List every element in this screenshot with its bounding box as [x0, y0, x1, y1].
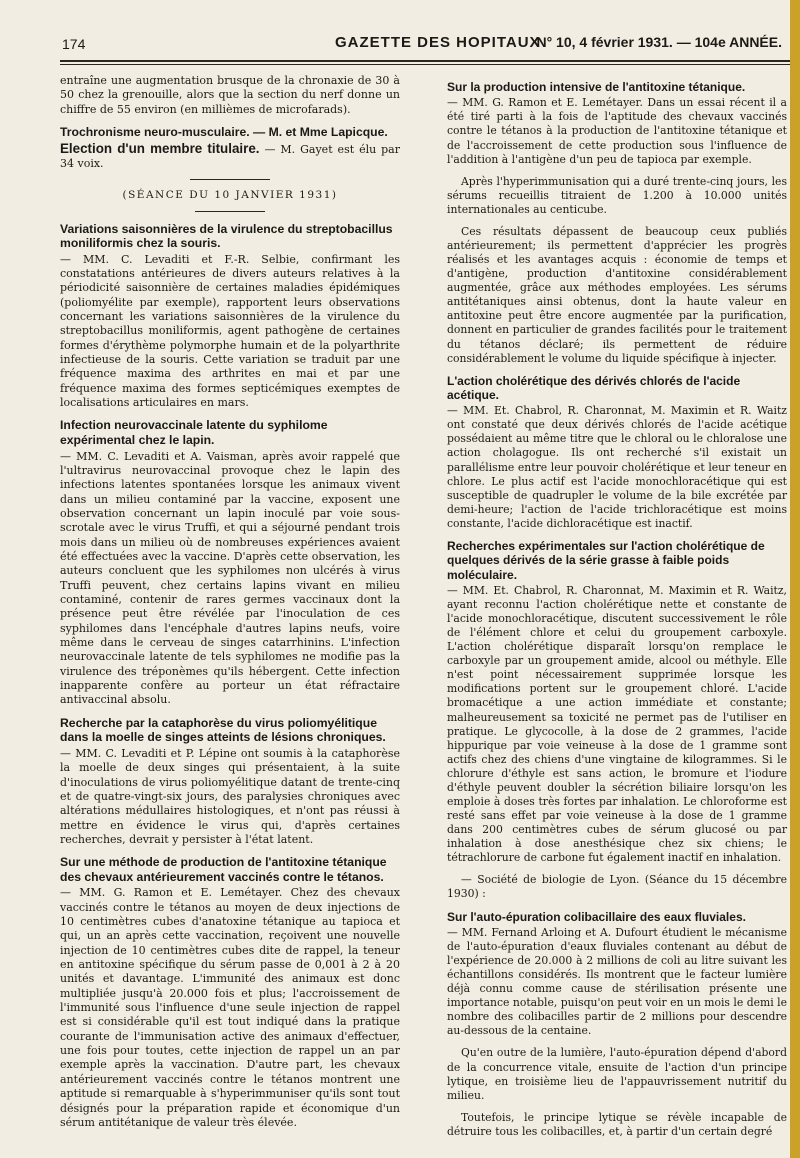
- paragraph: — MM. C. Levaditi et F.-R. Selbie, confirmant les constatations antérieures de divers auteurs relatives à la périodicité saisonnière de certaines maladies épidémiques (poliomyélite par exemple), rapportent leurs observations concernant les variations saisonnières de la virulence du streptobacillus moniliformis, agent pathogène de certaines formes d'érythème polymorphe humain et de la polyarthrite infectieuse de la souris. Cette variation se traduit par une fréquence maxima des arthrites en mai et par une fréquence maxima des formes septicémiques exemptes de localisations articulaires en mars.: [60, 252, 400, 410]
- page-header: [60, 28, 788, 58]
- society-heading: — Société de biologie de Lyon. (Séance du 15 décembre 1930) :: [447, 873, 787, 901]
- journal-title: GAZETTE DES HOPITAUX: [335, 34, 541, 51]
- page-edge: [790, 0, 800, 1158]
- section-heading: Sur l'auto-épuration colibacillaire des eaux fluviales.: [447, 909, 746, 924]
- section-heading: Infection neurovaccinale latente du syphilome expérimental chez le lapin.: [60, 418, 328, 448]
- paragraph: — MM. Fernand Arloing et A. Dufourt étudient le mécanisme de l'auto-épuration d'eaux fluviales contenant au début de l'expérience de 20.000 à 2 millions de coli au litre suivant les échantillons considérés. Ils montrent que le facteur lumière déjà connu comme cause de stérilisation présente une importance notable, puisqu'on peut voir en un mois le demi le nombre des colibacilles partir de 2 millions pour descendre au-dessous de la centaine.: [447, 925, 787, 1038]
- paragraph: entraîne une augmentation brusque de la chronaxie de 30 à 50 chez la grenouille, alors que la section du nerf donne un chiffre de 55 environ (en millièmes de microfarads).: [60, 74, 400, 116]
- left-column: [60, 74, 400, 1138]
- paragraph: — MM. C. Levaditi et A. Vaisman, après avoir rappelé que l'ultravirus neurovaccinal provoque chez le lapin des infections latentes spontanées lorsque les animaux vivent dans un milieu contaminé par la vaccine, exposent une observation concernant un lapin inoculé par voie sous-scrotale avec le virus Truffi, et qui a séjourné pendant trois mois dans un milieu où de nombreuses expériences avaient été effectuées avec la vaccine. D'après cette observation, les auteurs concluent que les syphilomes non ulcérés à virus Truffi peuvent, chez certains lapins vivant en milieu contaminé, contenir de rares germes vaccinaux dont la présence peut être révélée par l'inoculation de ces syphilomes dans l'encéphale d'autres lapins neufs, voire même dans le cerveau de singes catarrhinins. L'infection neurovaccinale latente de tels syphilomes ne modifie pas la virulence des tréponèmes qu'ils hébergent. Cette infection inapparente confère au porteur un état réfractaire antivaccinal absolu.: [60, 449, 400, 707]
- paragraph: — MM. C. Levaditi et P. Lépine ont soumis à la cataphorèse la moelle de deux singes qui présentaient, à la suite d'inoculations de virus poliomyélitique datant de trente-cinq et de quatre-vingt-six jours, des paralysies chroniques avec altérations médullaires histologiques, et n'ont pas réussi à mettre en évidence le virus qui, d'après certaines recherches, devrait y persister à l'état latent.: [60, 746, 400, 846]
- header-rule-thin: [60, 64, 790, 65]
- section-heading: Trochronisme neuro-musculaire. — M. et Mme Lapicque.: [60, 125, 388, 140]
- paragraph: — MM. Et. Chabrol, R. Charonnat, M. Maximin et R. Waitz ont constaté que deux dérivés chlorés de l'acide acétique possédaient au même titre que le chloral ou le chloralose une action cholagogue. Ils ont recherché s'il existait un parallélisme entre leur pouvoir cholérétique et leur teneur en chlore. Le plus actif est l'acide monochloracétique qui est susceptible de quadrupler le volume de la bile excrétée par demi-heure; l'action de l'acide trichloracétique est moins constante, l'acide dichloracétique est inactif.: [447, 404, 787, 530]
- paragraph: — MM. G. Ramon et E. Lemétayer. Dans un essai récent il a été tiré parti à la fois de l'aptitude des chevaux vaccinés contre le tétanos à la production de l'antitoxine tétanique et de l'accroissement de cette production sous l'influence de l'addition à l'antigène d'un peu de tapioca par exemple.: [447, 96, 787, 166]
- issue-info: N° 10, 4 février 1931. — 104e ANNÉE.: [536, 34, 782, 50]
- section-heading: Recherches expérimentales sur l'action cholérétique de quelques dérivés de la série grasse à faible poids moléculaire.: [447, 538, 765, 582]
- paragraph: Après l'hyperimmunisation qui a duré trente-cinq jours, les sérums recueillis titraient de 1.200 à 10.000 unités internationales au centicube.: [447, 174, 787, 216]
- paragraph: [60, 142, 400, 172]
- section-heading: Sur une méthode de production de l'antitoxine tétanique des chevaux antérieurement vaccinés contre le tétanos.: [60, 855, 387, 884]
- paragraph: Qu'en outre de la lumière, l'auto-épuration dépend d'abord de la concurrence vitale, ensuite de l'action d'un principe lytique, en troisième lieu de l'appauvrissement nutritif du milieu.: [447, 1046, 787, 1102]
- section-heading: Variations saisonnières de la virulence du streptobacillus moniliformis chez la souris.: [60, 221, 393, 251]
- section-heading: L'action cholérétique des dérivés chlorés de l'acide acétique.: [447, 373, 741, 402]
- paragraph: Ces résultats dépassent de beaucoup ceux publiés antérieurement; ils permettent d'apprécier les progrès réalisés et les avantages acquis : économie de temps et d'antigène, production d'antitoxine considérablement augmentée, grâce aux méthodes employées. Les sérums antitétaniques ainsi obtenus, dont la haute valeur en antitoxine peut être encore augmentée par la purification, donnent en particulier de grandes facilités pour le traitement du tétanos déclaré; ils permettent de réduire considérablement le volume du liquide spécifique à injecter.: [447, 224, 787, 365]
- section-heading: Recherche par la cataphorèse du virus poliomyélitique dans la moelle de singes atteints de lésions chroniques.: [60, 715, 386, 745]
- paragraph-text: — M. Gayet est élu par 34 voix.: [60, 142, 400, 170]
- paragraph: — MM. G. Ramon et E. Lemétayer. Chez des chevaux vaccinés contre le tétanos au moyen de deux injections de 10 centimètres cubes d'anatoxine tétanique au tapioca et qui, un an après cette vaccination, reçoivent une nouvelle injection de 10 centimètres cubes dite de rappel, la teneur en antitoxine spécifique du sérum passe de 0,001 à 2 à 20 unités et davantage. L'immunité des animaux est donc multipliée jusqu'à 20.000 fois et plus; l'accroissement de l'immunité sous l'influence d'une seule injection de rappel est si considérable qu'il est tout indiqué dans la pratique courante de l'immunisation active des animaux d'effectuer, une fois pour toutes, cette injection de rappel un an par exemple après la vaccination. D'autre part, les chevaux antérieurement vaccinés contre le tétanos montrent une aptitude si remarquable à s'hyperimmuniser qu'ils sont tout désignés pour la préparation rapide et économique d'un sérum antitétanique de valeur très élevée.: [60, 886, 400, 1129]
- section-heading: Sur la production intensive de l'antitoxine tétanique.: [447, 80, 746, 94]
- header-rule: [60, 60, 790, 62]
- separator: [190, 179, 270, 180]
- session-heading: (SÉANCE DU 10 JANVIER 1931): [122, 189, 338, 202]
- separator: [195, 211, 265, 212]
- paragraph: Toutefois, le principe lytique se révèle incapable de détruire tous les colibacilles, et, à partir d'un certain degré: [447, 1110, 787, 1138]
- inline-heading: Election d'un membre titulaire.: [60, 140, 260, 156]
- page-number: 174: [62, 36, 86, 52]
- right-column: [447, 74, 787, 1147]
- paragraph: — MM. Et. Chabrol, R. Charonnat, M. Maximin et R. Waitz, ayant reconnu l'action cholérétique nette et constante de l'acide monochloracétique, discutent successivement le rôle de l'élément chlore et celui du groupement carboxyle. L'action cholérétique disparaît lorsqu'on remplace le carboxyle par un groupement amide, alcool ou méthyle. Elle n'est point nécessairement supprimée lorsque les modifications portent sur le groupement chloré. L'acide bromacétique a une action immédiate et constante; malheureusement sa toxicité ne permet pas de l'utiliser en pratique. Le glycocolle, à la dose de 2 grammes, l'acide hippurique par voie veineuse à la dose de 1 gramme sont actifs chez des chiens d'une vingtaine de kilogrammes. Si le chlorure d'éthyle est sans action, le bromure et l'iodure d'éthyle peuvent doubler la sécrétion biliaire lorsqu'on les emploie à doses très fortes par inhalation. Le chloroforme est resté sans effet par voie veineuse à la dose de 1 gramme dans 200 centimètres cubes de sérum glucosé ou par inhalation à dose anesthésique chez six chiens; le tétrachlorure de carbone fut également inactif en inhalation.: [447, 583, 787, 865]
